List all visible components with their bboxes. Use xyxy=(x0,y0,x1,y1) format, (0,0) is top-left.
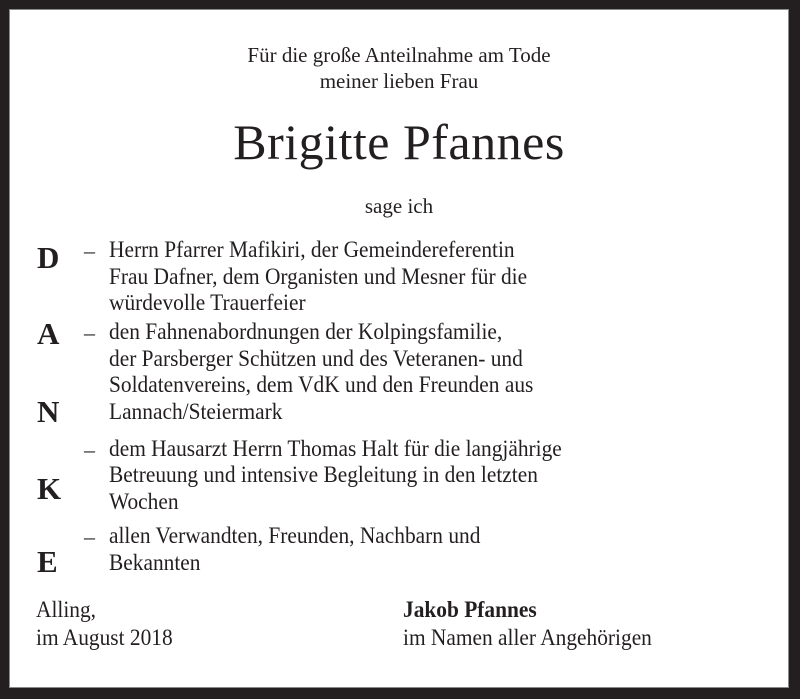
obituary-card xyxy=(9,9,789,688)
thanks-2-line-4: Lannach/Steiermark xyxy=(109,399,283,424)
danke-letter-d: D xyxy=(37,240,60,275)
thanks-1-line-1: Herrn Pfarrer Mafikiri, der Gemeindereferentin xyxy=(109,237,515,262)
thanks-2-line-2: der Parsberger Schützen und des Veteranen- und xyxy=(109,346,523,371)
danke-letter-k: K xyxy=(37,471,62,506)
danke-letter-a: A xyxy=(37,316,60,351)
signer-note: im Namen aller Angehörigen xyxy=(403,625,652,650)
dash: – xyxy=(84,437,95,462)
sage-ich-text: sage ich xyxy=(364,194,434,218)
deceased-name: Brigitte Pfannes xyxy=(233,114,565,170)
thanks-3-line-1: dem Hausarzt Herrn Thomas Halt für die langjährige xyxy=(109,436,562,461)
thanks-3-line-2: Betreuung und intensive Begleitung in den letzten xyxy=(109,462,538,487)
signer-name: Jakob Pfannes xyxy=(403,597,537,622)
intro-line-2: meiner lieben Frau xyxy=(319,69,479,93)
thanks-1-line-3: würdevolle Trauerfeier xyxy=(109,290,306,315)
thanks-4-line-1: allen Verwandten, Freunden, Nachbarn und xyxy=(109,523,481,548)
dash: – xyxy=(84,524,95,549)
intro-line-1: Für die große Anteilnahme am Tode xyxy=(247,43,551,67)
dash: – xyxy=(84,238,95,263)
dash: – xyxy=(84,320,95,345)
danke-letter-n: N xyxy=(37,394,60,429)
date: im August 2018 xyxy=(36,625,173,650)
danke-letter-e: E xyxy=(37,544,58,579)
thanks-2-line-3: Soldatenvereins, dem VdK und den Freunden aus xyxy=(109,372,534,397)
thanks-3-line-3: Wochen xyxy=(109,489,179,514)
place: Alling, xyxy=(36,597,97,622)
thanks-2-line-1: den Fahnenabordnungen der Kolpingsfamilie, xyxy=(109,319,503,344)
thanks-4-line-2: Bekannten xyxy=(109,550,201,575)
thanks-1-line-2: Frau Dafner, dem Organisten und Mesner für die xyxy=(109,264,528,289)
